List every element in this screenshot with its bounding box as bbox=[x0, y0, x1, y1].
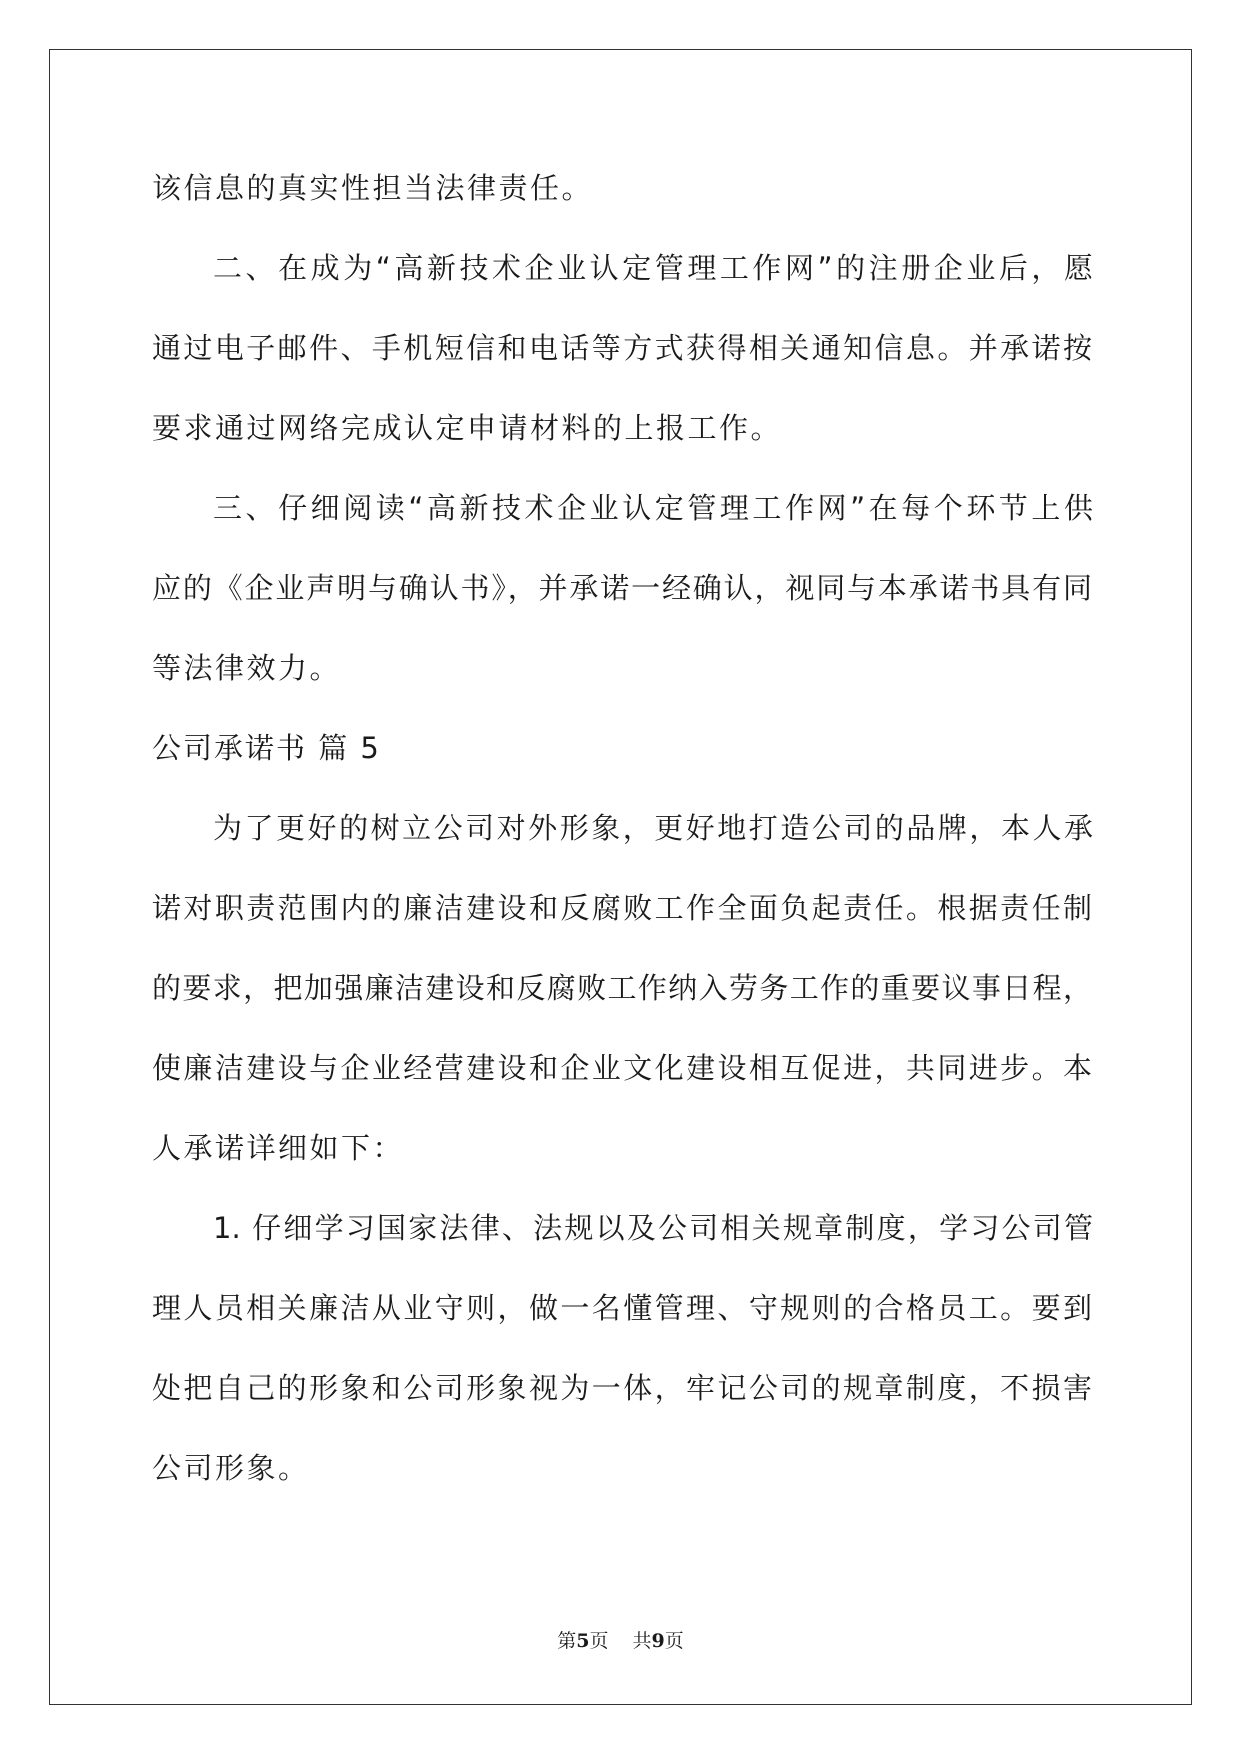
body-line: 应的《企业声明与确认书》，并承诺一经确认，视同与本承诺书具有同 bbox=[152, 571, 1092, 605]
body-line: 二、在成为“高新技术企业认定管理工作网”的注册企业后，愿 bbox=[213, 251, 1093, 285]
total-prefix: 共 bbox=[632, 1630, 652, 1652]
total-suffix: 页 bbox=[664, 1630, 684, 1652]
body-line: 理人员相关廉洁从业守则，做一名懂管理、守规则的合格员工。要到 bbox=[152, 1291, 1092, 1325]
body-line: 等法律效力。 bbox=[152, 651, 342, 685]
body-line: 使廉洁建设与企业经营建设和企业文化建设相互促进，共同进步。本 bbox=[152, 1051, 1092, 1085]
page-footer bbox=[0, 1628, 1241, 1654]
body-line: 该信息的真实性担当法律责任。 bbox=[152, 171, 594, 205]
body-line: 三、仔细阅读“高新技术企业认定管理工作网”在每个环节上供 bbox=[213, 491, 1093, 525]
section-heading: 公司承诺书 篇 5 bbox=[152, 731, 381, 765]
body-line: 公司形象。 bbox=[152, 1451, 310, 1485]
body-line: 通过电子邮件、手机短信和电话等方式获得相关通知信息。并承诺按 bbox=[152, 331, 1092, 365]
total-pages-number: 9 bbox=[651, 1630, 665, 1652]
page-suffix: 页 bbox=[589, 1630, 609, 1652]
body-line: 的要求，把加强廉洁建设和反腐败工作纳入劳务工作的重要议事日程， bbox=[152, 971, 1092, 1005]
body-line: 处把自己的形象和公司形象视为一体，牢记公司的规章制度，不损害 bbox=[152, 1371, 1092, 1405]
body-line: 诺对职责范围内的廉洁建设和反腐败工作全面负起责任。根据责任制 bbox=[152, 891, 1092, 925]
body-line: 1. 仔细学习国家法律、法规以及公司相关规章制度，学习公司管 bbox=[213, 1211, 1093, 1245]
page-prefix: 第 bbox=[557, 1630, 577, 1652]
body-line: 人承诺详细如下： bbox=[152, 1131, 405, 1165]
current-page-number: 5 bbox=[576, 1630, 590, 1652]
body-line: 为了更好的树立公司对外形象，更好地打造公司的品牌，本人承 bbox=[213, 811, 1093, 845]
body-line: 要求通过网络完成认定申请材料的上报工作。 bbox=[152, 411, 783, 445]
